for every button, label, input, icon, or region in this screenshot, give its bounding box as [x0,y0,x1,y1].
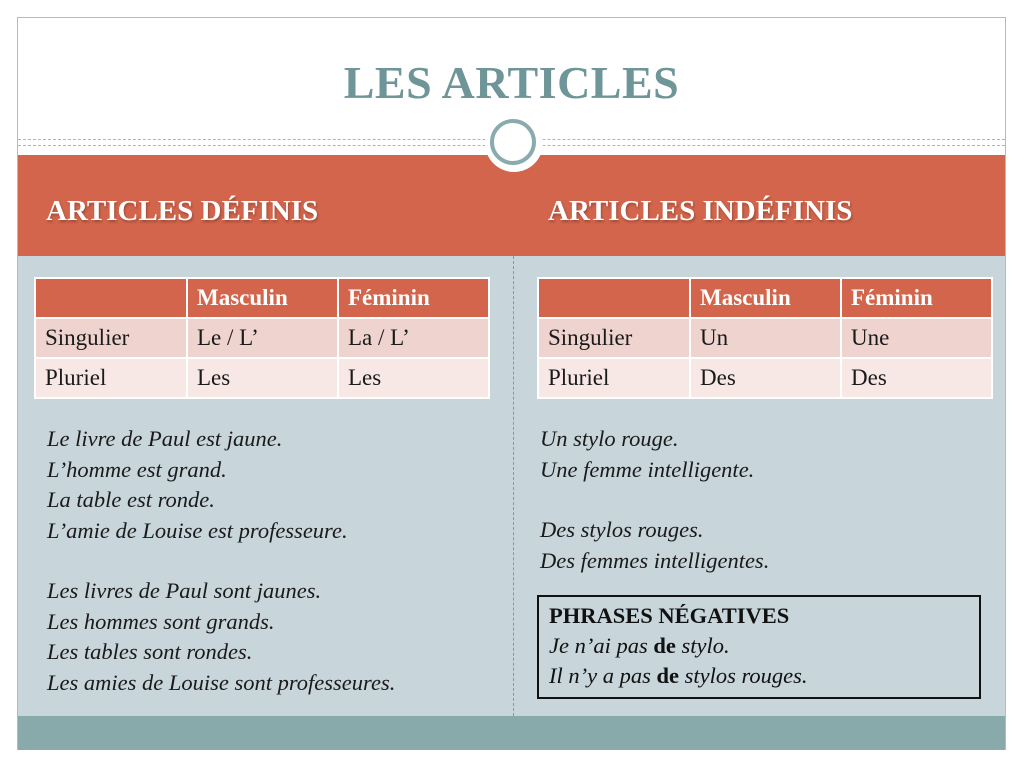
table-cell: Les [187,358,338,398]
example-sentence: Un stylo rouge. [540,426,679,451]
example-sentence: Les livres de Paul sont jaunes. [47,578,322,603]
table-cell: Un [690,318,841,358]
sentence-bold-part: de [656,663,679,688]
example-sentence: Le livre de Paul est jaune. [47,426,283,451]
example-sentence: La table est ronde. [47,487,215,512]
table-header-cell [538,278,690,318]
example-sentence: Les tables sont rondes. [47,639,253,664]
sentence-part: stylo. [675,633,730,658]
table-header-row [538,278,992,318]
table-header-row [35,278,489,318]
negative-sentences-box [537,595,981,699]
example-sentence: Des femmes intelligentes. [540,547,770,573]
table-cell: Pluriel [35,358,187,398]
table-header-cell: Féminin [841,278,992,318]
indefinis-examples [540,424,769,576]
table-cell: Singulier [538,318,690,358]
table-header-cell: Masculin [690,278,841,318]
example-sentence: Des stylos rouges. [540,517,704,542]
table-row [538,318,992,358]
sentence-part: Il n’y a pas [549,663,657,688]
table-cell: Les [338,358,489,398]
table-header-cell: Féminin [338,278,489,318]
slide [17,17,1006,750]
table-cell: Des [690,358,841,398]
definis-examples [47,424,395,698]
table-cell: Une [841,318,992,358]
negative-sentence [549,631,969,661]
table-cell: Pluriel [538,358,690,398]
table-header-cell: Masculin [187,278,338,318]
example-sentence: Les hommes sont grands. [47,608,275,634]
table-cell: Le / L’ [187,318,338,358]
negative-sentence [549,661,969,691]
table-cell: La / L’ [338,318,489,358]
sentence-bold-part: de [653,633,676,658]
heading-indefinis: ARTICLES INDÉFINIS [548,195,853,227]
table-cell: Singulier [35,318,187,358]
example-sentence: Une femme intelligente. [540,456,755,482]
sentence-part: stylos rouges. [678,663,808,688]
slide-title: LES ARTICLES [343,57,680,108]
table-row [35,318,489,358]
table-row [35,358,489,398]
column-divider [513,256,514,716]
table-cell: Des [841,358,992,398]
negative-box-title: PHRASES NÉGATIVES [549,603,790,628]
example-sentence: L’amie de Louise est professeure. [47,517,348,543]
indefinis-table [537,277,993,399]
ornament-ring-icon [490,119,536,165]
footer-bar [18,716,1005,750]
table-header-cell [35,278,187,318]
table-row [538,358,992,398]
definis-table [34,277,490,399]
example-sentence: Les amies de Louise sont professeures. [47,669,396,695]
example-sentence: L’homme est grand. [47,456,227,482]
heading-definis: ARTICLES DÉFINIS [46,195,319,227]
sentence-part: Je n’ai pas [549,633,654,658]
